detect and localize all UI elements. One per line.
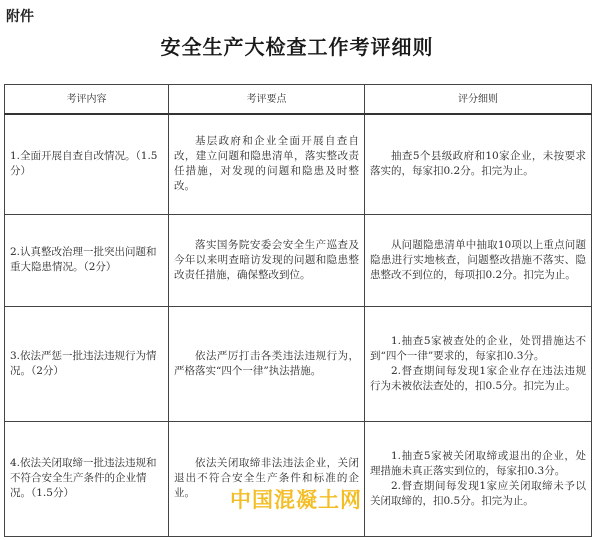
attachment-label: 附件 [6,9,34,25]
evaluation-table [4,84,592,537]
scoring-rule: 1.抽查5家被查处的企业，处罚措施达不到“四个一律”要求的，每家扣0.3分。 [370,334,586,362]
scoring-rule: 抽查5个县级政府和10家企业，未按要求落实的，每家扣0.2分。扣完为止。 [365,114,592,214]
evaluation-item: 1.全面开展自查自改情况。（1.5分） [5,114,169,214]
scoring-rule: 1.抽查5家被关闭取缔或退出的企业，处理措施未真正落实到位的，每家扣0.3分。 [370,449,586,477]
scoring-rules [365,421,592,536]
scoring-rule: 2.督查期间每发现1家应关闭取缔未予以关闭取缔的，扣0.5分。扣完为止。 [370,479,586,507]
table-row [5,214,592,306]
table-row [5,306,592,421]
page-title: 安全生产大检查工作考评细则 [160,35,434,59]
evaluation-points: 依法严厉打击各类违法违规行为，严格落实“四个一律”执法措施。 [169,306,365,421]
column-header-content: 考评内容 [5,85,169,115]
table-row [5,114,592,214]
evaluation-points: 落实国务院安委会安全生产巡查及今年以来明查暗访发现的问题和隐患整改责任措施，确保整改到位。 [169,214,365,306]
scoring-rules [365,306,592,421]
evaluation-item: 4.依法关闭取缔一批违法违规和不符合安全生产条件的企业情况。（1.5分） [5,421,169,536]
watermark-logo: 中国混凝土网 [230,488,362,512]
scoring-rule: 从问题隐患清单中抽取10项以上重点问题隐患进行实地核查，问题整改措施不落实、隐患整改不到位的，每项扣0.2分。扣完为止。 [365,214,592,306]
table-header-row [5,85,592,115]
column-header-points: 考评要点 [169,85,365,115]
column-header-scoring: 评分细则 [365,85,592,115]
evaluation-points: 依法关闭取缔非法违法企业，关闭退出不符合安全生产条件和标准的企业。 [169,421,365,536]
table-row [5,421,592,536]
evaluation-points: 基层政府和企业全面开展自查自改，建立问题和隐患清单，落实整改责任措施，对发现的问题和隐患及时整改。 [169,114,365,214]
scoring-rule: 2.督查期间每发现1家企业存在违法违规行为未被依法查处的，扣0.5分。扣完为止。 [370,364,586,392]
evaluation-item: 2.认真整改治理一批突出问题和重大隐患情况。（2分） [5,214,169,306]
evaluation-item: 3.依法严惩一批违法违规行为情况。（2分） [5,306,169,421]
